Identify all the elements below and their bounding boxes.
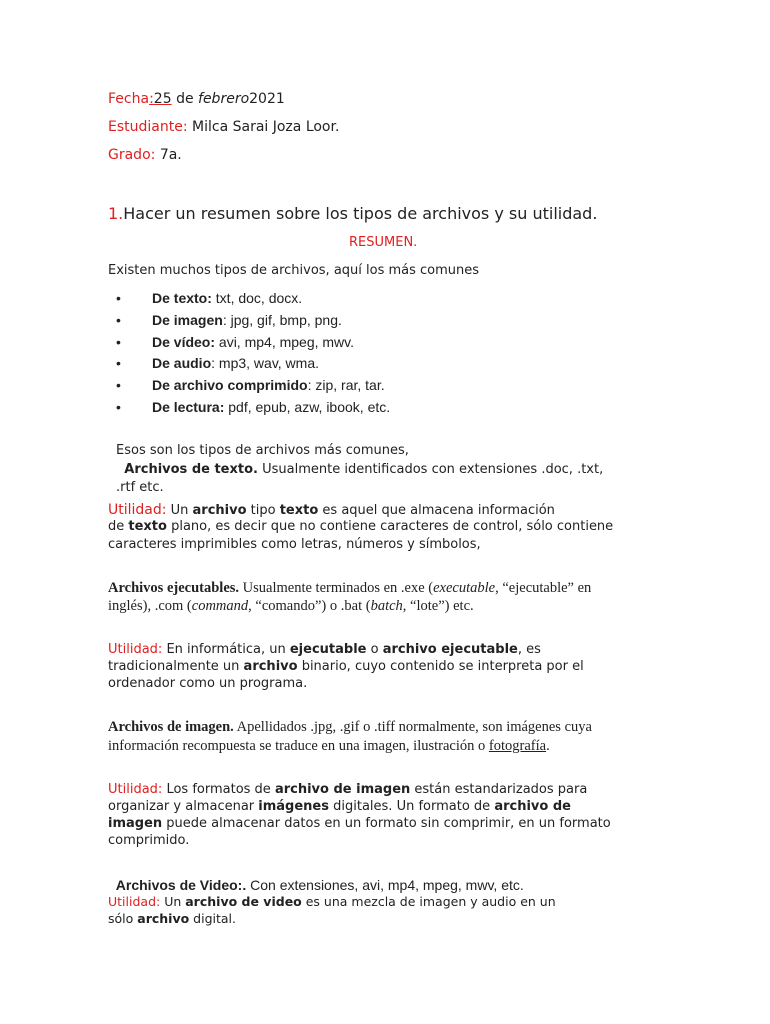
imagen-utilidad-3: imagen puede almacenar datos en un formato sin comprimir, en un formato bbox=[108, 816, 611, 831]
ejecutables-utilidad-2: tradicionalmente un archivo binario, cuyo contenido se interpreta por el bbox=[108, 659, 584, 674]
utilidad-label: Utilidad: bbox=[108, 642, 163, 657]
file-types-list bbox=[108, 290, 390, 421]
video-utilidad-1: Utilidad: Un archivo de video es una mezcla de imagen y audio en un bbox=[108, 894, 556, 909]
imagen-title: Archivos de imagen. bbox=[108, 719, 234, 735]
list-item: • De lectura: pdf, epub, azw, ibook, etc. bbox=[116, 398, 391, 415]
utilidad-label: Utilidad: bbox=[108, 782, 163, 797]
intro-text: Existen muchos tipos de archivos, aquí los más comunes bbox=[108, 263, 480, 278]
video-utilidad-2: sólo archivo digital. bbox=[108, 911, 236, 926]
video-heading: Archivos de Video:. Con extensiones, avi, mp4, mpeg, mwv, etc. bbox=[115, 877, 524, 893]
list-item: • De audio: mp3, wav, wma. bbox=[116, 355, 320, 372]
utilidad-label: Utilidad: bbox=[108, 502, 167, 518]
bullet-icon: • bbox=[116, 311, 121, 328]
texto-desc-2: .rtf etc. bbox=[116, 480, 164, 495]
ejecutables-utilidad-1: Utilidad: En informática, un ejecutable o archivo ejecutable, es bbox=[108, 642, 541, 657]
list-item: • De texto: txt, doc, docx. bbox=[116, 290, 303, 306]
texto-utilidad-2: de texto plano, es decir que no contiene caracteres de control, sólo contiene bbox=[108, 519, 614, 534]
texto-utilidad-3: caracteres imprimibles como letras, números y símbolos, bbox=[108, 537, 481, 552]
imagen-desc-2: información recompuesta se traduce en una imagen, ilustración o fotografía. bbox=[108, 738, 550, 754]
list-item: • De imagen: jpg, gif, bmp, png. bbox=[116, 311, 342, 328]
fotografia-link: fotografía bbox=[488, 738, 547, 754]
texto-utilidad-1: Utilidad: Un archivo tipo texto es aquel que almacena información bbox=[108, 502, 555, 518]
fecha-line bbox=[108, 91, 285, 107]
task-heading bbox=[108, 204, 597, 223]
imagen-heading: Archivos de imagen. Apellidados .jpg, .gif o .tiff normalmente, son imágenes cuya bbox=[108, 719, 592, 735]
bullet-icon: • bbox=[116, 377, 121, 394]
task-text: Hacer un resumen sobre los tipos de archivos y su utilidad. bbox=[123, 204, 598, 223]
fecha-colon: : bbox=[149, 91, 154, 107]
bullet-icon: • bbox=[116, 290, 121, 306]
grado-value: 7a. bbox=[159, 147, 182, 163]
video-title: Archivos de Video:. bbox=[115, 877, 247, 893]
estudiante-value: Milca Sarai Joza Loor. bbox=[192, 119, 340, 135]
list-item: • De archivo comprimido: zip, rar, tar. bbox=[116, 377, 385, 394]
utilidad-label: Utilidad: bbox=[108, 894, 161, 909]
grado-line bbox=[108, 147, 182, 163]
texto-heading: Archivos de texto. Usualmente identificados con extensiones .doc, .txt, bbox=[124, 462, 604, 477]
imagen-utilidad-4: comprimido. bbox=[108, 833, 190, 848]
imagen-utilidad-2: organizar y almacenar imágenes digitales. Un formato de archivo de bbox=[108, 799, 571, 814]
task-number: 1. bbox=[108, 204, 124, 223]
bullet-icon: • bbox=[116, 333, 121, 350]
resumen-title: RESUMEN. bbox=[349, 235, 418, 250]
imagen-utilidad-1: Utilidad: Los formatos de archivo de imagen están estandarizados para bbox=[108, 782, 588, 797]
estudiante-label: Estudiante: bbox=[108, 119, 188, 135]
fecha-month: febrero bbox=[198, 91, 250, 107]
fecha-year: 2021 bbox=[249, 91, 285, 107]
fecha-day: 25 bbox=[153, 91, 172, 107]
bullet-icon: • bbox=[116, 398, 121, 415]
ejecutables-heading: Archivos ejecutables. Usualmente terminados en .exe (executable, “ejecutable” en bbox=[108, 580, 592, 596]
closing-text: Esos son los tipos de archivos más comunes, bbox=[116, 443, 409, 458]
ejecutables-utilidad-3: ordenador como un programa. bbox=[108, 676, 308, 691]
ejecutables-title: Archivos ejecutables. bbox=[108, 580, 240, 596]
ejecutables-desc-2: inglés), .com (command, “comando”) o .bat (batch, “lote”) etc. bbox=[108, 598, 474, 614]
list-item: • De vídeo: avi, mp4, mpeg, mwv. bbox=[116, 333, 355, 350]
estudiante-line bbox=[108, 119, 339, 135]
fecha-label: Fecha bbox=[108, 91, 150, 107]
fecha-de: de bbox=[176, 91, 194, 107]
texto-title: Archivos de texto. bbox=[124, 462, 258, 477]
grado-label: Grado: bbox=[108, 147, 156, 163]
bullet-icon: • bbox=[116, 355, 121, 372]
